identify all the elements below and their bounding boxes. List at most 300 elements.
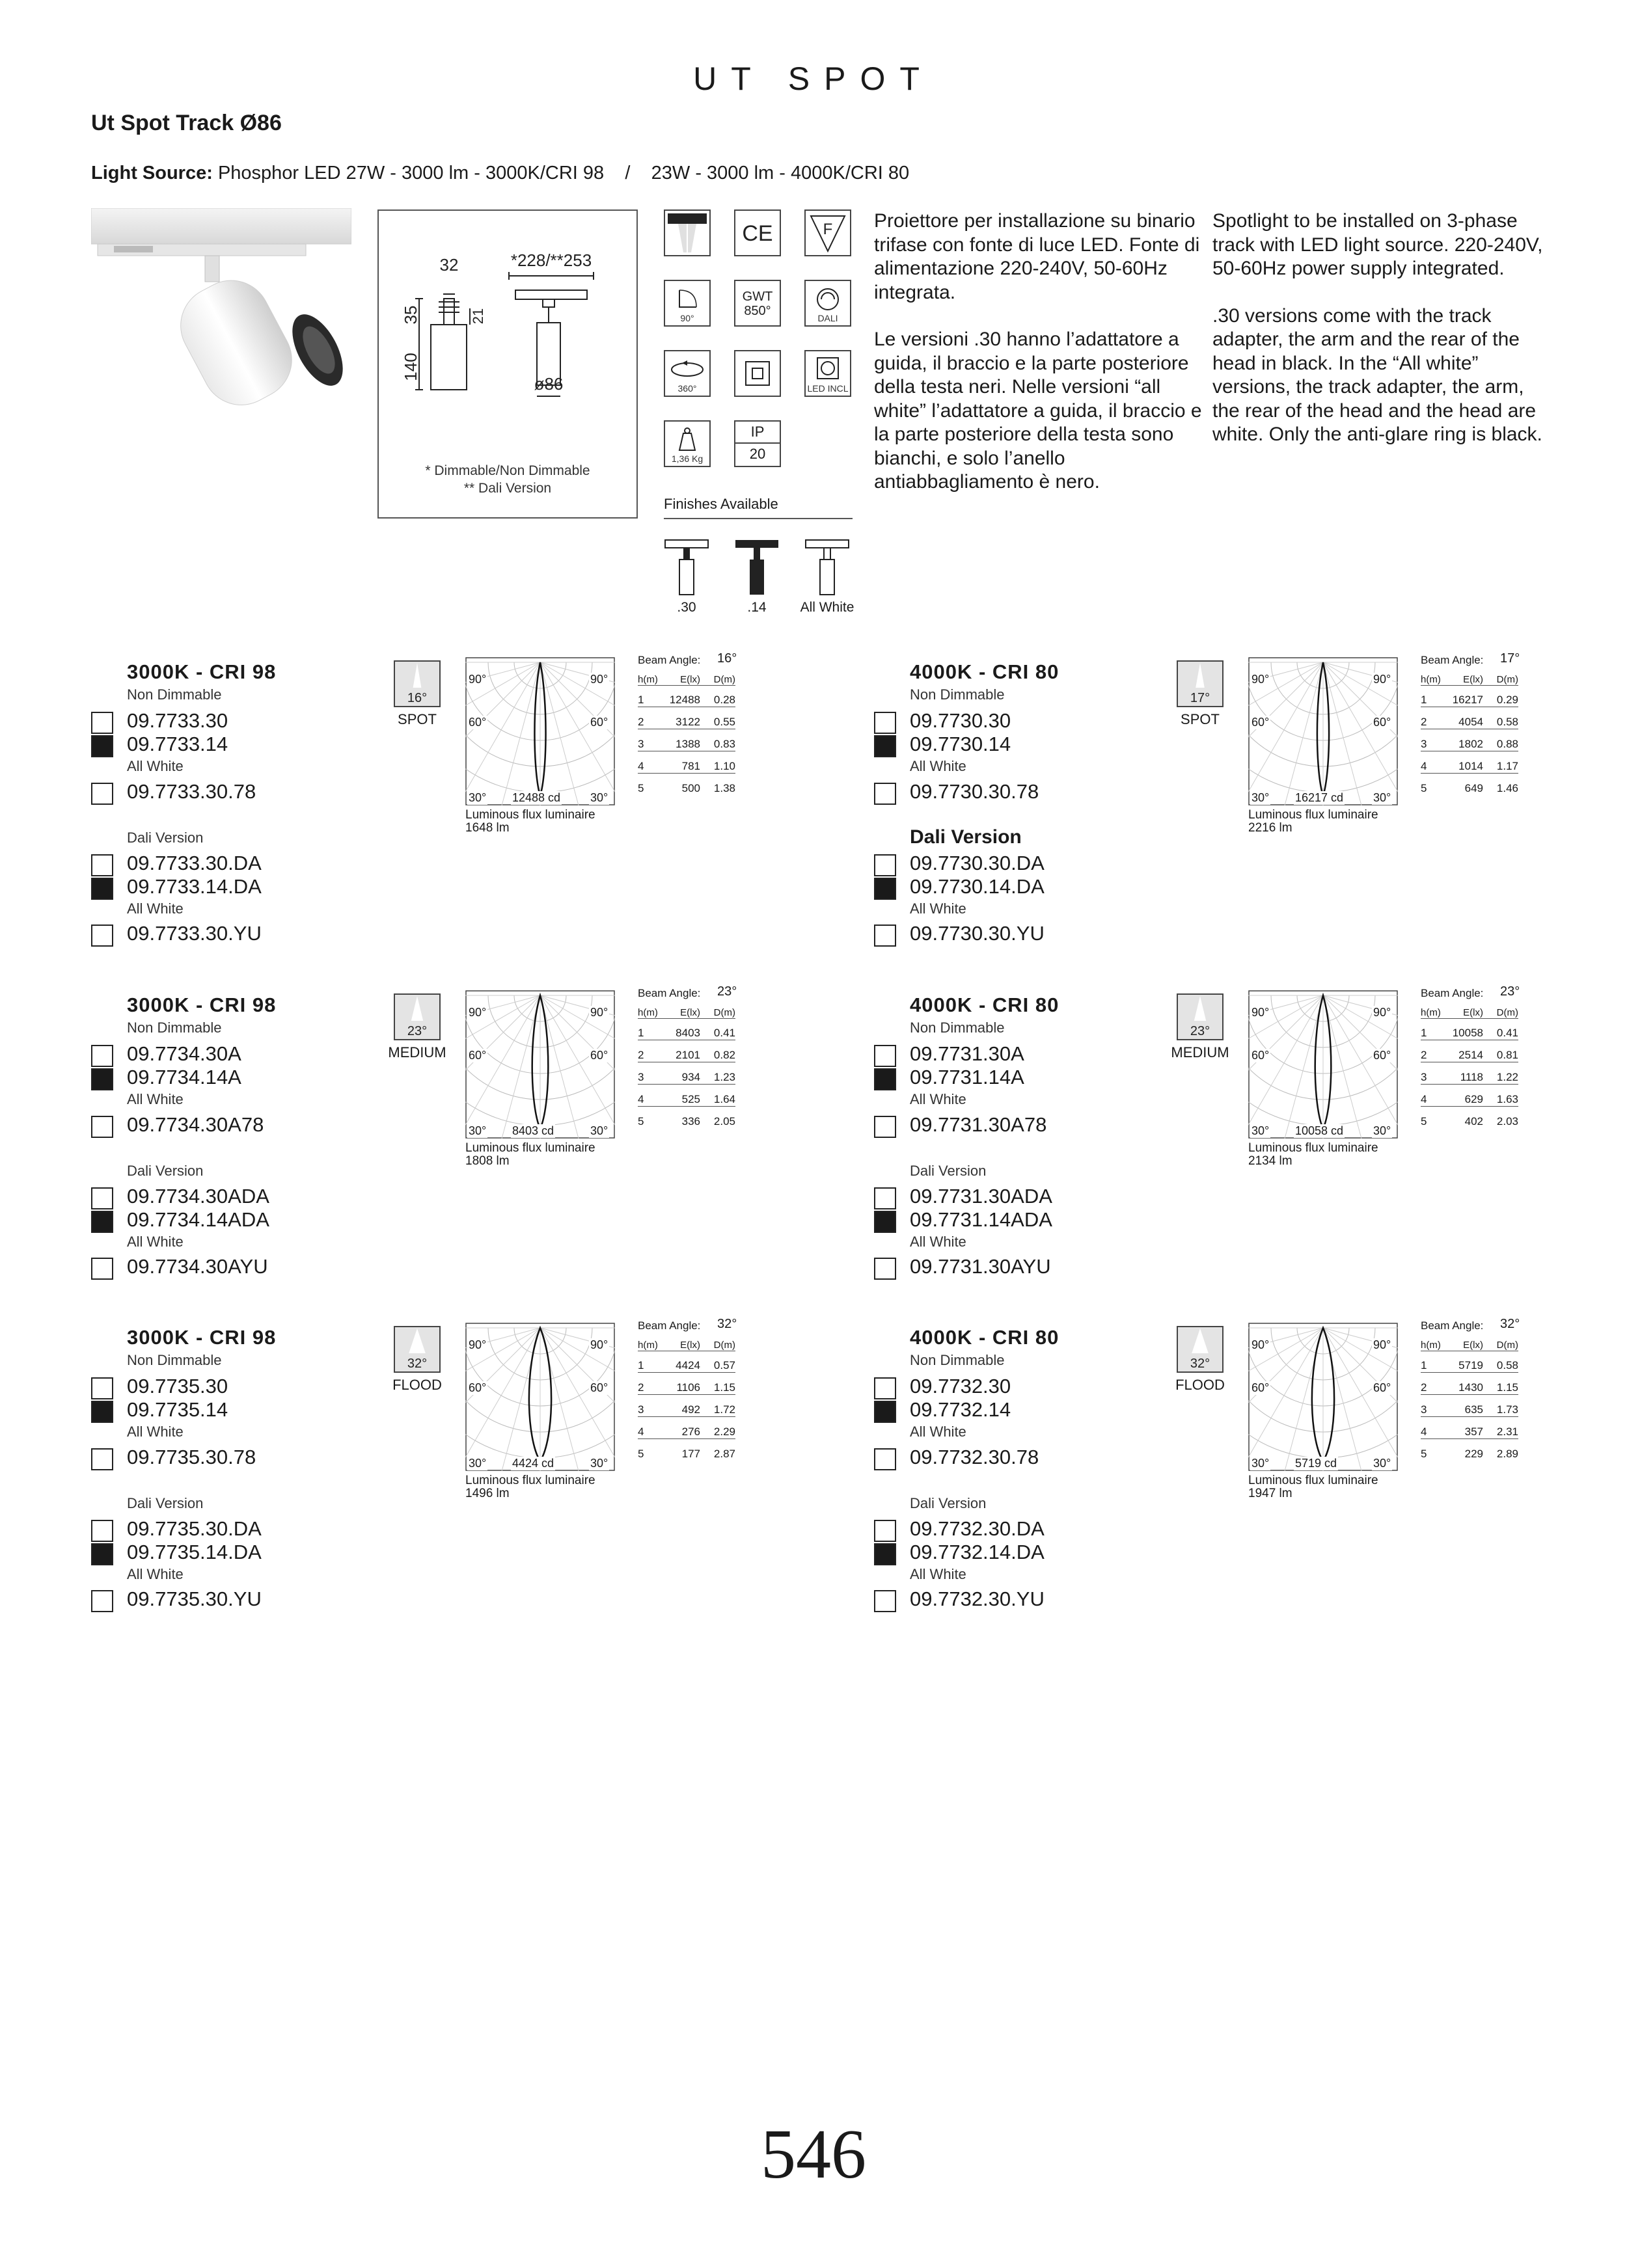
product-checkbox[interactable]	[91, 1211, 113, 1233]
table-cell: 1118	[1460, 1071, 1483, 1083]
description-it-p2: Le versioni .30 hanno l’adattatore a guida, il braccio e la parte posteriore della testa neri. Nelle versioni “all white” l’adattatore a guida, il braccio e la parte posteriore della testa sono bianchi, e solo l’anello antiabbagliamento è nero.	[874, 329, 1202, 493]
polar-label-90-right: 90°	[1373, 1338, 1391, 1351]
product-checkbox[interactable]	[874, 1448, 896, 1470]
product-checkbox[interactable]	[91, 1187, 113, 1209]
svg-text:850°: 850°	[744, 304, 771, 318]
table-cell: 1	[1421, 1359, 1427, 1371]
luminous-flux-value: 1648 lm	[465, 821, 510, 835]
table-cell: 0.58	[1496, 1359, 1518, 1371]
all-white-label: All White	[127, 900, 184, 917]
dali-version-label: Dali Version	[127, 1495, 204, 1511]
table-row	[638, 751, 735, 774]
polar-label-60-right: 60°	[590, 716, 608, 729]
table-row	[638, 1018, 735, 1040]
beam-type-label: FLOOD	[392, 1377, 442, 1393]
beam-angle-label: Beam Angle:	[1421, 987, 1484, 999]
product-code: 09.7734.14ADA	[127, 1208, 269, 1231]
product-checkbox[interactable]	[91, 1401, 113, 1423]
beam-angle-icon-value: 32°	[1190, 1357, 1210, 1371]
product-checkbox[interactable]	[874, 1377, 896, 1399]
product-checkbox[interactable]	[91, 1377, 113, 1399]
table-header-cell: h(m)	[1421, 1340, 1441, 1351]
product-code: 09.7735.30.YU	[127, 1587, 262, 1610]
product-checkbox[interactable]	[874, 1045, 896, 1067]
product-code: 09.7732.30	[910, 1375, 1011, 1397]
polar-label-60-right: 60°	[590, 1381, 608, 1394]
table-row	[638, 1040, 735, 1062]
all-white-label: All White	[127, 1566, 184, 1582]
beam-type-label: SPOT	[398, 711, 437, 727]
polar-label-30-left: 30°	[1251, 1457, 1270, 1470]
group-title: 4000K - CRI 80	[910, 1326, 1060, 1349]
group-title: 3000K - CRI 98	[127, 1326, 277, 1349]
polar-label-60-left: 60°	[469, 1049, 487, 1062]
beam-angle-icon-value: 23°	[1190, 1024, 1210, 1038]
table-cell: 0.82	[713, 1049, 735, 1061]
polar-intensity: 5719 cd	[1295, 1457, 1337, 1470]
table-cell: 3	[1421, 738, 1427, 750]
description-en-p2: .30 versions come with the track adapter, the arm and the rear of the head in black. In the “All white” versions, the track adapter, the arm, the rear of the head and the head are white. Only the anti-glare ring is black.	[1212, 304, 1542, 445]
product-checkbox[interactable]	[91, 1520, 113, 1542]
tilt-90-icon	[664, 280, 711, 327]
dim-note-dimmable: * Dimmable/Non Dimmable	[425, 463, 590, 478]
all-white-label: All White	[910, 1234, 966, 1250]
table-header-cell: D(m)	[713, 1007, 735, 1018]
table-row	[638, 1062, 735, 1085]
table-cell: 357	[1464, 1425, 1483, 1438]
product-checkbox[interactable]	[91, 1448, 113, 1470]
product-checkbox[interactable]	[91, 1590, 113, 1612]
table-cell: 1.73	[1496, 1403, 1518, 1416]
polar-label-30-left: 30°	[1251, 791, 1270, 804]
non-dimmable-label: Non Dimmable	[127, 686, 222, 703]
svg-text:GWT: GWT	[742, 290, 773, 304]
table-cell: 402	[1464, 1115, 1483, 1127]
table-row	[1421, 685, 1518, 707]
polar-label-60-left: 60°	[469, 716, 487, 729]
product-checkbox[interactable]	[874, 1520, 896, 1542]
beam-type-label: MEDIUM	[1171, 1044, 1229, 1060]
product-checkbox[interactable]	[91, 1258, 113, 1280]
product-code: 09.7731.30ADA	[910, 1185, 1052, 1208]
luminous-flux-value: 1808 lm	[465, 1154, 510, 1168]
non-dimmable-label: Non Dimmable	[127, 1019, 222, 1036]
beam-type-label: MEDIUM	[388, 1044, 446, 1060]
product-code: 09.7732.30.78	[910, 1446, 1039, 1468]
product-checkbox[interactable]	[91, 925, 113, 947]
finish-label-14: .14	[747, 600, 767, 615]
luminous-flux-value: 1947 lm	[1248, 1487, 1292, 1500]
table-header-cell: E(lx)	[1463, 674, 1483, 685]
finish-label-30: .30	[677, 600, 696, 615]
svg-text:360°: 360°	[677, 383, 697, 394]
table-row	[1421, 729, 1518, 751]
group-title: 4000K - CRI 80	[910, 993, 1060, 1016]
table-row	[638, 1417, 735, 1439]
product-code: 09.7734.30AYU	[127, 1255, 268, 1278]
table-header-cell: D(m)	[1496, 1007, 1518, 1018]
table-cell: 2	[638, 716, 644, 728]
table-header-cell: h(m)	[638, 674, 658, 685]
dim-35: 35	[401, 305, 420, 325]
product-checkbox[interactable]	[874, 1543, 896, 1565]
table-row	[1421, 1395, 1518, 1417]
table-cell: 1.72	[713, 1403, 735, 1416]
polar-label-60-right: 60°	[1373, 1049, 1391, 1062]
table-cell: 1014	[1458, 760, 1483, 772]
table-cell: 3	[638, 1403, 644, 1416]
table-cell: 4054	[1458, 716, 1483, 728]
table-row	[1421, 1062, 1518, 1085]
table-cell: 2	[1421, 1049, 1427, 1061]
dali-version-label: Dali Version	[127, 830, 204, 846]
table-row	[638, 729, 735, 751]
track-icon	[664, 209, 711, 256]
table-cell: 3	[1421, 1071, 1427, 1083]
polar-label-90-left: 90°	[469, 1006, 487, 1019]
table-cell: 492	[681, 1403, 700, 1416]
table-cell: 934	[681, 1071, 700, 1083]
table-row	[1421, 1040, 1518, 1062]
beam-angle-icon-value: 32°	[407, 1357, 428, 1371]
luminous-flux-value: 1496 lm	[465, 1487, 510, 1500]
product-code: 09.7730.30.DA	[910, 852, 1045, 874]
product-code: 09.7734.30ADA	[127, 1185, 269, 1208]
table-header-cell: E(lx)	[680, 1007, 700, 1018]
product-code: 09.7735.30	[127, 1375, 228, 1397]
polar-intensity: 8403 cd	[512, 1124, 554, 1137]
polar-label-30-left: 30°	[469, 791, 487, 804]
table-row	[1421, 707, 1518, 729]
table-cell: 2.31	[1496, 1425, 1518, 1438]
rotate-360-icon	[664, 350, 711, 397]
table-row	[1421, 1439, 1518, 1461]
table-cell: 8403	[676, 1027, 700, 1039]
page-number: 546	[761, 2116, 866, 2193]
luminous-flux-label: Luminous flux luminaire	[1248, 808, 1378, 822]
polar-label-30-left: 30°	[1251, 1124, 1270, 1137]
table-cell: 276	[681, 1425, 700, 1438]
dim-140: 140	[401, 353, 420, 381]
table-row	[1421, 1373, 1518, 1395]
all-white-label: All White	[910, 900, 966, 917]
table-cell: 3	[1421, 1403, 1427, 1416]
polar-label-90-left: 90°	[469, 673, 487, 686]
table-cell: 649	[1464, 782, 1483, 794]
table-header-cell: E(lx)	[680, 1340, 700, 1351]
table-cell: 1430	[1458, 1381, 1483, 1394]
table-cell: 4	[1421, 1425, 1427, 1438]
table-cell: 336	[681, 1115, 700, 1127]
dali-version-label: Dali Version	[910, 826, 1022, 848]
table-cell: 5	[1421, 1448, 1427, 1460]
ce-mark-icon	[734, 209, 781, 256]
product-code: 09.7730.30.YU	[910, 922, 1045, 945]
product-checkbox[interactable]	[874, 1211, 896, 1233]
polar-label-90-left: 90°	[1251, 673, 1270, 686]
product-checkbox[interactable]	[91, 1045, 113, 1067]
table-cell: 229	[1464, 1448, 1483, 1460]
dali-version-label: Dali Version	[127, 1163, 204, 1179]
table-cell: 1.23	[713, 1071, 735, 1083]
product-code: 09.7733.30.DA	[127, 852, 262, 874]
beam-angle-value: 23°	[717, 984, 737, 999]
luminous-flux-label: Luminous flux luminaire	[465, 1474, 595, 1487]
product-checkbox[interactable]	[874, 925, 896, 947]
table-header-cell: E(lx)	[680, 674, 700, 685]
dim-32: 32	[439, 255, 459, 275]
finish-swatch-30	[664, 539, 709, 597]
product-checkbox[interactable]	[874, 1401, 896, 1423]
product-code: 09.7735.30.DA	[127, 1517, 262, 1540]
table-cell: 1.38	[713, 782, 735, 794]
table-cell: 1.15	[1496, 1381, 1518, 1394]
led-incl-icon	[804, 350, 851, 397]
product-code: 09.7731.30A78	[910, 1113, 1047, 1136]
table-cell: 1388	[676, 738, 700, 750]
polar-label-60-left: 60°	[1251, 1049, 1270, 1062]
luminous-flux-label: Luminous flux luminaire	[1248, 1474, 1378, 1487]
product-checkbox[interactable]	[874, 735, 896, 757]
table-cell: 4	[1421, 1093, 1427, 1105]
product-code: 09.7731.30AYU	[910, 1255, 1051, 1278]
luminous-flux-value: 2216 lm	[1248, 821, 1292, 835]
beam-angle-label: Beam Angle:	[1421, 1319, 1484, 1332]
product-checkbox[interactable]	[91, 854, 113, 876]
table-cell: 4	[638, 1425, 644, 1438]
luminous-flux-label: Luminous flux luminaire	[465, 1141, 595, 1155]
photometric-table-header	[638, 1331, 735, 1351]
beam-angle-value: 23°	[1500, 984, 1520, 999]
light-source-value: Phosphor LED 27W - 3000 lm - 3000K/CRI 98 / 23W - 3000 lm - 4000K/CRI 80	[212, 163, 910, 183]
table-row	[1421, 1085, 1518, 1107]
beam-angle-icon-value: 16°	[407, 691, 428, 705]
beam-angle-icon-value: 23°	[407, 1024, 428, 1038]
beam-angle-label: Beam Angle:	[1421, 654, 1484, 666]
product-code: 09.7733.14	[127, 733, 228, 755]
svg-text:LED INCL: LED INCL	[807, 383, 849, 394]
table-header-cell: D(m)	[1496, 674, 1518, 685]
product-title: Ut Spot Track Ø86	[91, 111, 282, 135]
table-cell: 2.05	[713, 1115, 735, 1127]
table-cell: 16217	[1452, 694, 1483, 706]
product-checkbox[interactable]	[874, 878, 896, 900]
non-dimmable-label: Non Dimmable	[127, 1352, 222, 1368]
table-row	[638, 1085, 735, 1107]
weight-icon	[664, 420, 711, 467]
table-row	[638, 685, 735, 707]
table-row	[638, 774, 735, 795]
table-cell: 5	[638, 1448, 644, 1460]
product-checkbox[interactable]	[91, 1116, 113, 1138]
table-header-cell: E(lx)	[1463, 1340, 1483, 1351]
product-checkbox[interactable]	[91, 1543, 113, 1565]
product-code: 09.7732.14.DA	[910, 1541, 1045, 1563]
table-cell: 0.58	[1496, 716, 1518, 728]
product-code: 09.7734.14A	[127, 1066, 241, 1088]
polar-label-60-right: 60°	[1373, 716, 1391, 729]
photometric-table-header	[1421, 999, 1518, 1019]
table-cell: 0.88	[1496, 738, 1518, 750]
beam-angle-value: 16°	[717, 651, 737, 666]
beam-angle-label: Beam Angle:	[638, 1319, 701, 1332]
table-cell: 5719	[1458, 1359, 1483, 1371]
polar-intensity: 4424 cd	[512, 1457, 554, 1470]
product-code: 09.7734.30A78	[127, 1113, 264, 1136]
table-row	[638, 707, 735, 729]
polar-label-30-left: 30°	[469, 1457, 487, 1470]
luminous-flux-label: Luminous flux luminaire	[1248, 1141, 1378, 1155]
luminous-flux-label: Luminous flux luminaire	[465, 808, 595, 822]
beam-angle-label: Beam Angle:	[638, 654, 701, 666]
table-cell: 0.28	[713, 694, 735, 706]
table-cell: 1.17	[1496, 760, 1518, 772]
dim-228: *228/**253	[510, 250, 592, 270]
table-cell: 1.46	[1496, 782, 1518, 794]
product-checkbox[interactable]	[91, 783, 113, 805]
product-checkbox[interactable]	[874, 1187, 896, 1209]
table-cell: 635	[1464, 1403, 1483, 1416]
product-code: 09.7733.30	[127, 709, 228, 732]
product-code: 09.7731.14A	[910, 1066, 1024, 1088]
product-checkbox[interactable]	[874, 783, 896, 805]
beam-type-label: SPOT	[1181, 711, 1220, 727]
product-checkbox[interactable]	[874, 1068, 896, 1090]
product-checkbox[interactable]	[91, 735, 113, 757]
table-cell: 0.83	[713, 738, 735, 750]
polar-label-30-right: 30°	[1373, 1124, 1391, 1137]
table-row	[638, 1351, 735, 1373]
product-checkbox[interactable]	[91, 1068, 113, 1090]
product-checkbox[interactable]	[874, 1590, 896, 1612]
table-cell: 2	[638, 1049, 644, 1061]
product-code: 09.7730.30.78	[910, 780, 1039, 803]
product-code: 09.7732.30.YU	[910, 1587, 1045, 1610]
all-white-label: All White	[127, 1091, 184, 1107]
polar-label-90-right: 90°	[1373, 673, 1391, 686]
polar-label-60-left: 60°	[1251, 1381, 1270, 1394]
table-cell: 629	[1464, 1093, 1483, 1105]
dali-version-label: Dali Version	[910, 1495, 987, 1511]
product-code: 09.7732.14	[910, 1398, 1011, 1421]
product-checkbox[interactable]	[874, 1258, 896, 1280]
product-code: 09.7730.14.DA	[910, 875, 1045, 898]
finish-swatch-14	[734, 539, 780, 597]
finishes-divider	[664, 518, 853, 519]
polar-label-60-right: 60°	[590, 1049, 608, 1062]
polar-intensity: 10058 cd	[1295, 1124, 1344, 1137]
beam-angle-icon	[1177, 993, 1224, 1040]
table-row	[638, 1395, 735, 1417]
all-white-label: All White	[910, 1424, 966, 1440]
table-cell: 4424	[676, 1359, 700, 1371]
table-cell: 10058	[1452, 1027, 1483, 1039]
dali-version-label: Dali Version	[910, 1163, 987, 1179]
luminous-flux-value: 2134 lm	[1248, 1154, 1292, 1168]
photometric-table-header	[1421, 666, 1518, 686]
product-checkbox[interactable]	[874, 854, 896, 876]
beam-type-label: FLOOD	[1175, 1377, 1225, 1393]
table-header-cell: h(m)	[1421, 1007, 1441, 1018]
table-cell: 0.55	[713, 716, 735, 728]
group-title: 4000K - CRI 80	[910, 660, 1060, 683]
table-row	[638, 1439, 735, 1461]
beam-angle-icon-value: 17°	[1190, 691, 1210, 705]
product-checkbox[interactable]	[91, 878, 113, 900]
table-row	[1421, 1417, 1518, 1439]
dimension-drawing	[377, 209, 638, 519]
all-white-label: All White	[910, 758, 966, 774]
table-header-cell: D(m)	[713, 674, 735, 685]
table-cell: 2.03	[1496, 1115, 1518, 1127]
table-cell: 1	[1421, 1027, 1427, 1039]
description-italian	[874, 209, 1206, 518]
description-en-p1: Spotlight to be installed on 3-phase track with LED light source. 220-240V, 50-60Hz power supply integrated.	[1212, 210, 1543, 279]
photometric-table-header	[1421, 1331, 1518, 1351]
table-header-cell: h(m)	[638, 1340, 658, 1351]
table-cell: 2.87	[713, 1448, 735, 1460]
product-code: 09.7735.30.78	[127, 1446, 256, 1468]
table-cell: 2514	[1458, 1049, 1483, 1061]
product-code: 09.7733.30.YU	[127, 922, 262, 945]
description-english	[1212, 209, 1544, 470]
light-source-line	[91, 163, 909, 184]
ip-value: 20	[734, 444, 781, 467]
svg-text:F: F	[823, 221, 833, 238]
table-row	[1421, 774, 1518, 795]
product-code: 09.7732.30.DA	[910, 1517, 1045, 1540]
finishes-title: Finishes Available	[664, 496, 778, 512]
beam-angle-icon	[1177, 660, 1224, 707]
polar-label-30-right: 30°	[590, 1124, 608, 1137]
dim-21: 21	[470, 308, 486, 325]
table-cell: 1.64	[713, 1093, 735, 1105]
table-row	[638, 1107, 735, 1128]
ip-label: IP	[734, 420, 781, 444]
table-header-cell: D(m)	[1496, 1340, 1518, 1351]
polar-label-90-left: 90°	[469, 1338, 487, 1351]
f-mark-icon	[804, 209, 851, 256]
table-cell: 2.29	[713, 1425, 735, 1438]
beam-angle-icon	[1177, 1326, 1224, 1373]
product-code: 09.7730.14	[910, 733, 1011, 755]
table-cell: 4	[638, 1093, 644, 1105]
svg-text:DALI: DALI	[817, 313, 838, 323]
table-cell: 3	[638, 1071, 644, 1083]
beam-angle-value: 32°	[1500, 1317, 1520, 1331]
polar-intensity: 12488 cd	[512, 791, 561, 804]
product-checkbox[interactable]	[874, 712, 896, 734]
dim-note-dali: ** Dali Version	[463, 481, 552, 496]
polar-label-30-left: 30°	[469, 1124, 487, 1137]
dali-icon	[804, 280, 851, 327]
polar-label-90-right: 90°	[590, 1338, 608, 1351]
non-dimmable-label: Non Dimmable	[910, 1019, 1005, 1036]
product-checkbox[interactable]	[874, 1116, 896, 1138]
table-cell: 1.63	[1496, 1093, 1518, 1105]
table-cell: 4	[1421, 760, 1427, 772]
table-cell: 2	[1421, 716, 1427, 728]
product-checkbox[interactable]	[91, 712, 113, 734]
polar-label-90-left: 90°	[1251, 1006, 1270, 1019]
table-cell: 1	[638, 1359, 644, 1371]
description-it-p1: Proiettore per installazione su binario trifase con fonte di luce LED. Fonte di alimentazione 220-240V, 50-60Hz integrata.	[874, 210, 1200, 303]
product-code: 09.7735.14	[127, 1398, 228, 1421]
polar-intensity: 16217 cd	[1295, 791, 1344, 804]
class-ii-icon	[734, 350, 781, 397]
beam-angle-icon	[394, 1326, 441, 1373]
polar-label-30-right: 30°	[590, 791, 608, 804]
